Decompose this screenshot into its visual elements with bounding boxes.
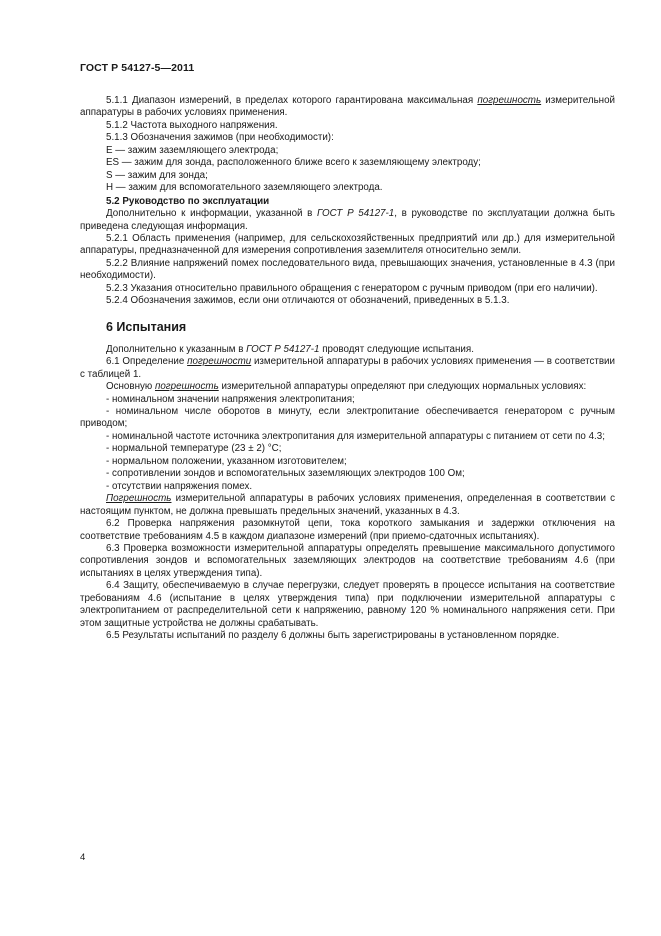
paragraph-6-5: 6.5 Результаты испытаний по разделу 6 должны быть зарегистрированы в установленном порядке. <box>106 630 560 642</box>
paragraph-5-2-3: 5.2.3 Указания относительно правильного обращения с генератором с ручным приводом (при его наличии). <box>106 282 598 294</box>
paragraph-6-3: 6.3 Проверка возможности измерительной аппаратуры определять превышение максимального допустимого сопротивления зондов и вспомогательных заземляющих электродов на соответствие требованиям 4.6 (при испытаниях в целях утверждения типа). <box>80 542 615 579</box>
paragraph-5-1-2: 5.1.2 Частота выходного напряжения. <box>106 119 278 131</box>
term-link: погрешность <box>477 95 542 106</box>
paragraph-5-1-3: 5.1.3 Обозначения зажимов (при необходимости): <box>106 132 334 144</box>
standard-reference: ГОСТ Р 54127-1 <box>246 343 320 355</box>
section-heading-6: 6 Испытания <box>106 319 187 334</box>
list-item: - нормальном положении, указанном изготовителем; <box>106 455 347 467</box>
standard-reference: ГОСТ Р 54127-1 <box>317 208 395 220</box>
paragraph-6-4: 6.4 Защиту, обеспечиваемую в случае перегрузки, следует проверять в процессе испытания на соответствие требованиям 4.6 (испытание в целях утверждения типа) при подключении измерительной аппаратуры с электропитанием от распределительной сети к напряжению, равному 120 % номинального напряжения сети. При этом защитные устройства не должны срабатывать. <box>80 580 615 629</box>
document-body <box>80 95 615 643</box>
term-link: Погрешность <box>106 493 172 505</box>
paragraph-5-2-4: 5.2.4 Обозначения зажимов, если они отличаются от обозначений, приведенных в 5.1.3. <box>106 295 510 307</box>
list-item: - отсутствии напряжения помех. <box>106 480 253 492</box>
list-item: - номинальной частоте источника электропитания для измерительной аппаратуры с питанием от сети по 4.3; <box>106 430 605 442</box>
term-link: погрешность <box>154 381 219 393</box>
terminal-h: Н — зажим для вспомогательного заземляющего электрода. <box>106 182 383 194</box>
paragraph-5-2-intro: Дополнительно к информации, указанной в ГОСТ Р 54127-1, в руководстве по эксплуатации должна быть приведена следующая информация. <box>80 208 615 232</box>
paragraph-error-limits: Погрешность измерительной аппаратуры в рабочих условиях применения, определенная в соответствии с настоящим пунктом, не должна превышать предельных значений, указанных в 4.3. <box>80 493 615 517</box>
subsection-heading-5-2: 5.2 Руководство по эксплуатации <box>106 195 270 207</box>
paragraph-normal-conditions: Основную погрешность измерительной аппаратуры определяют при следующих нормальных условиях: <box>106 381 587 393</box>
terminal-e: Е — зажим заземляющего электрода; <box>106 144 279 156</box>
paragraph-5-2-1: 5.2.1 Область применения (например, для сельскохозяйственных предприятий или др.) для измерительной аппаратуры, предназначенной для измерения сопротивления заземлителя относительно земли. <box>80 232 615 257</box>
term-link: погрешности <box>187 356 252 368</box>
terminal-s: S — зажим для зонда; <box>106 169 208 181</box>
page-number: 4 <box>80 852 86 863</box>
paragraph-5-1-1: 5.1.1 Диапазон измерений, в пределах которого гарантирована максимальная погрешность измерительной аппаратуры в рабочих условиях применения. <box>80 95 616 119</box>
paragraph-6-2: 6.2 Проверка напряжения разомкнутой цепи, тока короткого замыкания и задержки отключения на соответствие требованиям 4.5 в каждом диапазоне измерений (при приемо-сдаточных испытаниях). <box>80 518 615 542</box>
paragraph-6-intro: Дополнительно к указанным в ГОСТ Р 54127-1 проводят следующие испытания. <box>106 343 474 355</box>
paragraph-5-2-2: 5.2.2 Влияние напряжений помех последовательного вида, превышающих значения, установленные в 4.3 (при необходимости). <box>80 257 615 282</box>
list-item: - нормальной температуре (23 ± 2) °С; <box>106 443 282 455</box>
document-page <box>80 0 615 936</box>
list-item: - номинальном числе оборотов в минуту, если электропитание обеспечивается генератором с ручным приводом; <box>80 405 615 430</box>
document-header: ГОСТ Р 54127-5—2011 <box>80 62 195 74</box>
paragraph-6-1: 6.1 Определение погрешности измерительной аппаратуры в рабочих условиях применения — в соответствии с таблицей 1. <box>80 356 615 380</box>
list-item: - сопротивлении зондов и вспомогательных заземляющих электродов 100 Ом; <box>106 468 465 480</box>
terminal-es: ES — зажим для зонда, расположенного ближе всего к заземляющему электроду; <box>106 157 481 169</box>
list-item: - номинальном значении напряжения электропитания; <box>106 393 355 405</box>
